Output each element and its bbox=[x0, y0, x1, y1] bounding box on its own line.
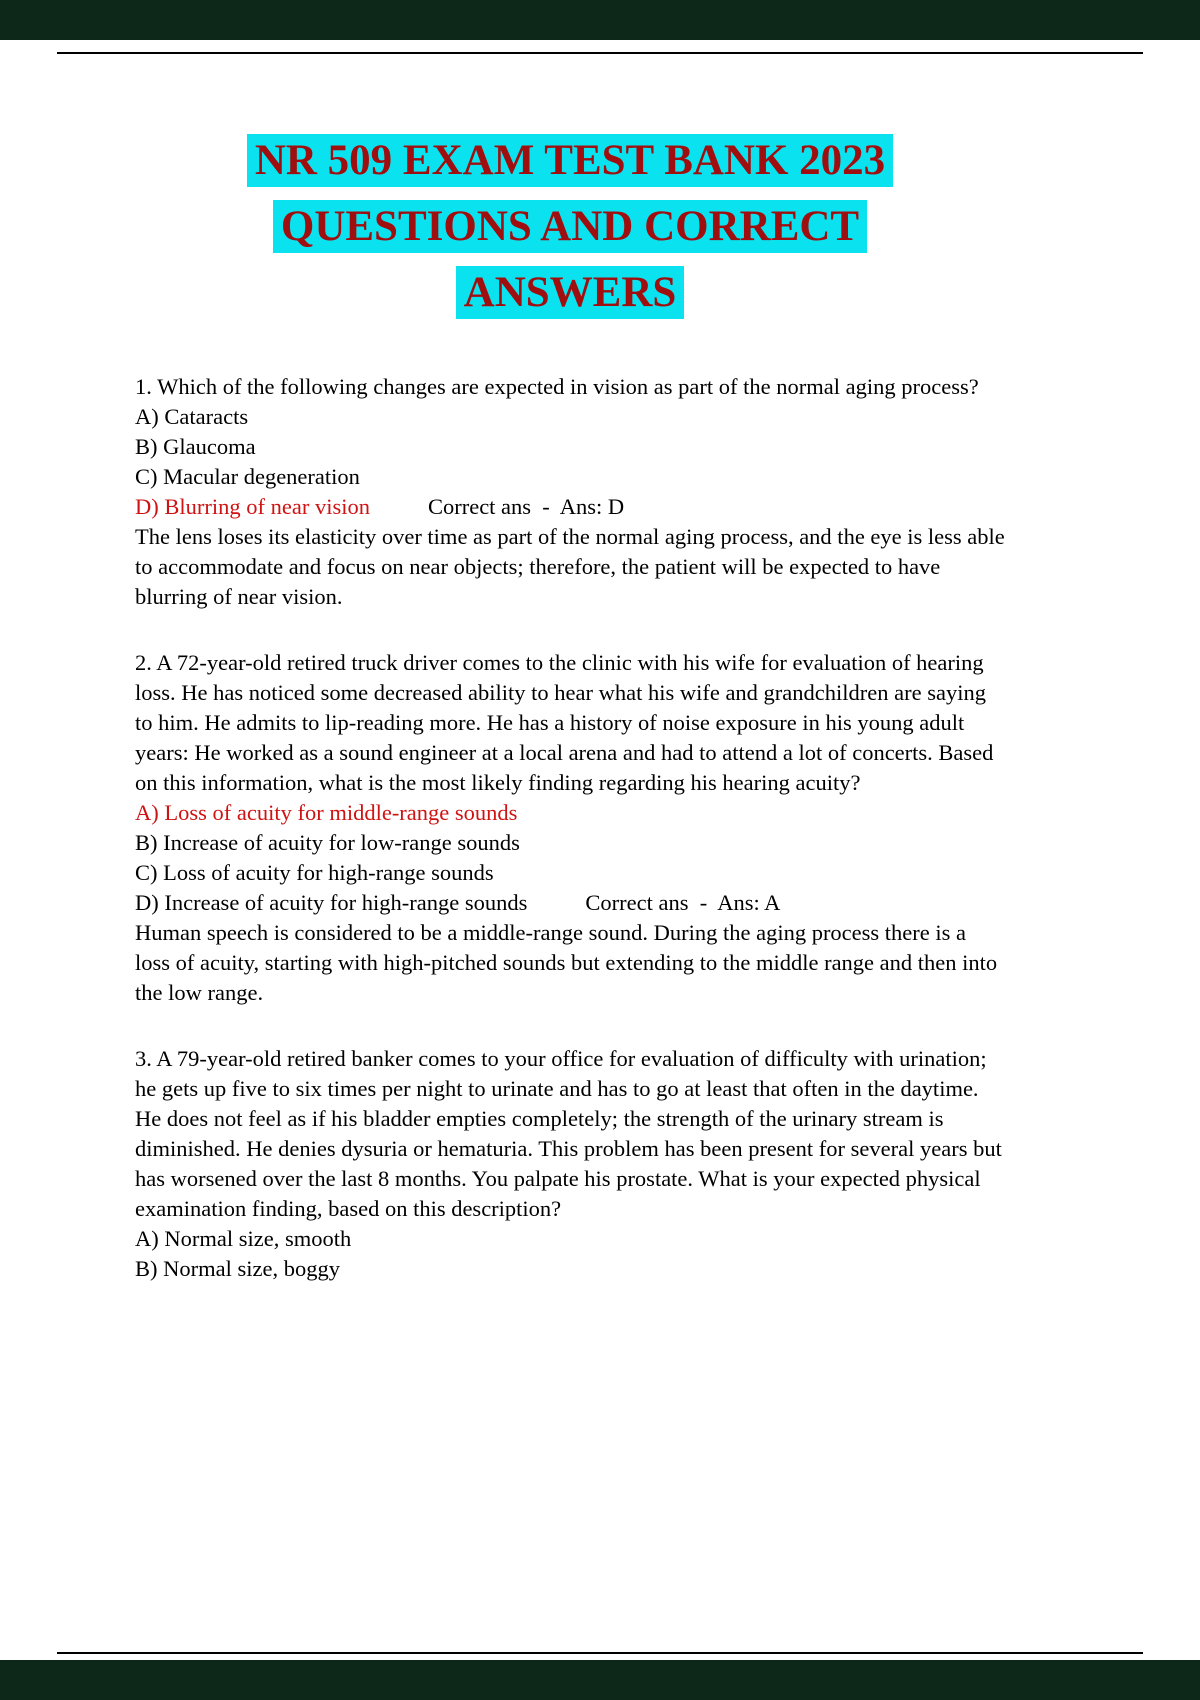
question-block-3 bbox=[135, 1044, 1005, 1284]
document-title bbox=[135, 132, 1005, 330]
top-rule bbox=[57, 52, 1143, 54]
option-line bbox=[135, 492, 1005, 522]
option-label: A) Cataracts bbox=[135, 404, 249, 429]
title-line bbox=[135, 198, 1005, 264]
correct-option-label: A) Loss of acuity for middle-range sounds bbox=[135, 800, 518, 825]
option-label: B) Glaucoma bbox=[135, 434, 256, 459]
question-stem: 3. A 79-year-old retired banker comes to your office for evaluation of difficulty with urination; he gets up five to six times per night to urinate and has to go at least that often in the daytime. He does not feel as if his bladder empties completely; the strength of the urinary stream is diminished. He denies dysuria or hematuria. This problem has been present for several years but has worsened over the last 8 months. You palpate his prostate. What is your expected physical examination finding, based on this description? bbox=[135, 1046, 1002, 1221]
title-line bbox=[135, 264, 1005, 330]
option-label: D) Increase of acuity for high-range sounds bbox=[135, 890, 528, 915]
question-stem: 1. Which of the following changes are expected in vision as part of the normal aging process? bbox=[135, 374, 979, 399]
title-line-text-3: ANSWERS bbox=[456, 266, 685, 319]
option-label: B) Normal size, boggy bbox=[135, 1256, 340, 1281]
option-line bbox=[135, 798, 1005, 828]
correct-option-label: D) Blurring of near vision bbox=[135, 494, 370, 519]
option-line bbox=[135, 1254, 1005, 1284]
option-line bbox=[135, 1224, 1005, 1254]
explanation-text: The lens loses its elasticity over time as part of the normal aging process, and the eye is less able to accommodate and focus on near objects; therefore, the patient will be expected to have blurring of near vision. bbox=[135, 524, 1005, 609]
title-line-text-1: NR 509 EXAM TEST BANK 2023 bbox=[247, 134, 893, 187]
option-line bbox=[135, 462, 1005, 492]
option-line bbox=[135, 858, 1005, 888]
option-label: B) Increase of acuity for low-range sounds bbox=[135, 830, 520, 855]
explanation-text: Human speech is considered to be a middle-range sound. During the aging process there is a loss of acuity, starting with high-pitched sounds but extending to the middle range and then into the low range. bbox=[135, 920, 998, 1005]
question-block-2 bbox=[135, 648, 1005, 1008]
option-label: C) Loss of acuity for high-range sounds bbox=[135, 860, 494, 885]
page-border-bottom bbox=[0, 1660, 1200, 1700]
title-line bbox=[135, 132, 1005, 198]
option-line bbox=[135, 888, 1005, 918]
page-border-top bbox=[0, 0, 1200, 40]
bottom-rule bbox=[57, 1652, 1143, 1654]
option-line bbox=[135, 402, 1005, 432]
answer-note: Correct ans - Ans: A bbox=[585, 890, 781, 915]
question-stem: 2. A 72-year-old retired truck driver comes to the clinic with his wife for evaluation of hearing loss. He has noticed some decreased ability to hear what his wife and grandchildren are saying to him. He admits to lip-reading more. He has a history of noise exposure in his young adult years: He worked as a sound engineer at a local arena and had to attend a lot of concerts. Based on this information, what is the most likely finding regarding his hearing acuity? bbox=[135, 650, 994, 795]
title-line-text-2: QUESTIONS AND CORRECT bbox=[273, 200, 867, 253]
option-label: A) Normal size, smooth bbox=[135, 1226, 352, 1251]
question-block-1 bbox=[135, 372, 1005, 612]
option-line bbox=[135, 828, 1005, 858]
option-label: C) Macular degeneration bbox=[135, 464, 360, 489]
answer-note: Correct ans - Ans: D bbox=[427, 494, 625, 519]
option-line bbox=[135, 432, 1005, 462]
